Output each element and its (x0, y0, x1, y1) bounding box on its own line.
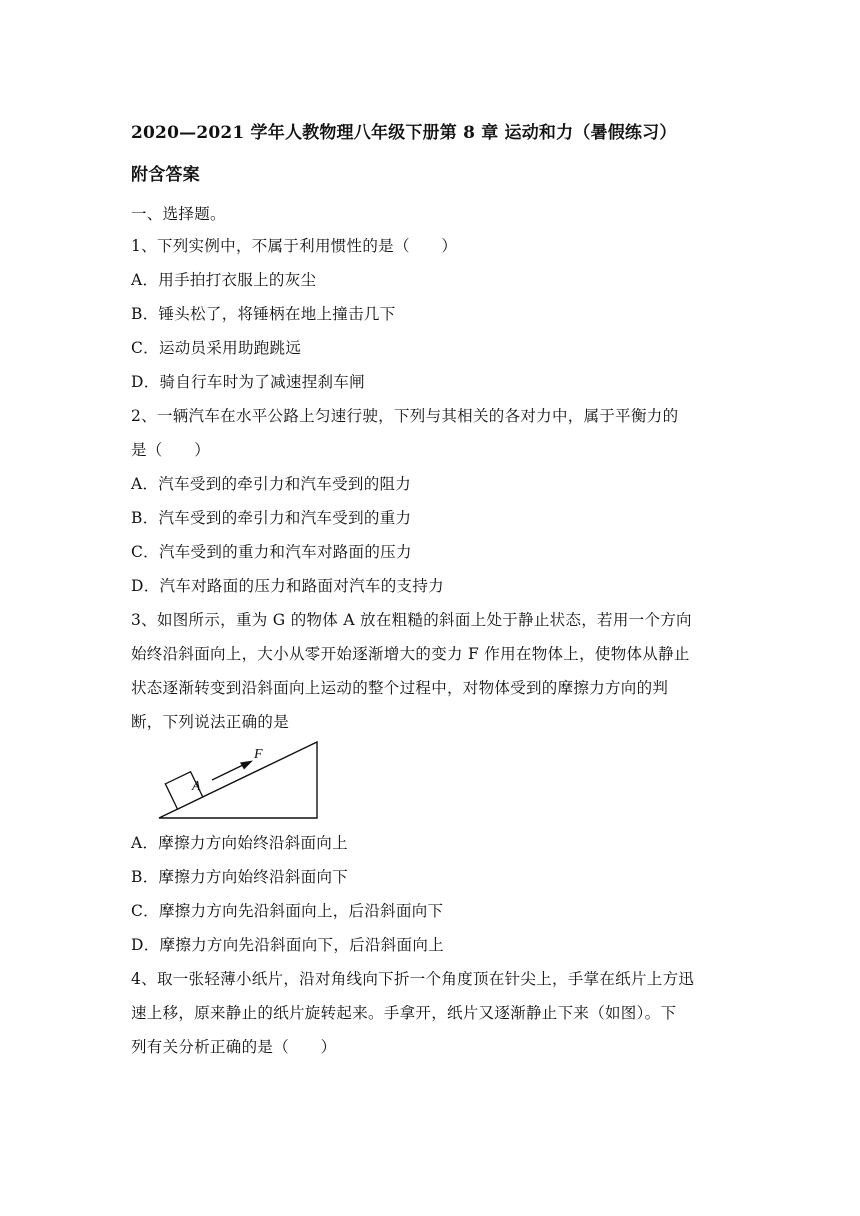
question-3-option-b: B．摩擦力方向始终沿斜面向下 (131, 868, 349, 886)
incline-diagram (155, 738, 325, 822)
force-arrow-head (240, 761, 253, 770)
question-2-option-c: C．汽车受到的重力和汽车对路面的压力 (131, 543, 412, 561)
question-2-option-d: D．汽车对路面的压力和路面对汽车的支持力 (131, 577, 444, 595)
doc-subtitle: 附含答案 (131, 165, 200, 185)
question-1-option-a: A．用手拍打衣服上的灰尘 (131, 271, 317, 289)
question-2-option-a: A．汽车受到的牵引力和汽车受到的阻力 (131, 475, 412, 493)
question-4-stem-line-1: 4、取一张轻薄小纸片，沿对角线向下折一个角度顶在针尖上，手掌在纸片上方迅 (131, 970, 695, 988)
section-heading: 一、选择题。 (131, 205, 226, 223)
force-label: F (254, 747, 263, 762)
question-1-option-c: C．运动员采用助跑跳远 (131, 339, 302, 357)
question-3-option-d: D．摩擦力方向先沿斜面向下，后沿斜面向上 (131, 936, 444, 954)
question-3-stem-line-1: 3、如图所示，重为 G 的物体 A 放在粗糙的斜面上处于静止状态，若用一个方向 (131, 611, 692, 629)
block-label: A (192, 779, 201, 794)
question-4-stem-line-2: 速上移，原来静止的纸片旋转起来。手拿开，纸片又逐渐静止下来（如图）。下 (131, 1004, 677, 1022)
question-3-stem-line-3: 状态逐渐转变到沿斜面向上运动的整个过程中，对物体受到的摩擦力方向的判 (131, 679, 669, 697)
question-1-option-b: B．锤头松了，将锤柄在地上撞击几下 (131, 305, 396, 323)
question-3-stem-line-2: 始终沿斜面向上，大小从零开始逐渐增大的变力 F 作用在物体上，使物体从静止 (131, 645, 690, 663)
question-2-stem-line-2: 是（ ） (131, 441, 211, 459)
question-3-stem-line-4: 断，下列说法正确的是 (131, 713, 290, 731)
question-2-option-b: B．汽车受到的牵引力和汽车受到的重力 (131, 509, 412, 527)
question-2-stem-line-1: 2、一辆汽车在水平公路上匀速行驶，下列与其相关的各对力中，属于平衡力的 (131, 407, 679, 425)
question-4-stem-line-3: 列有关分析正确的是（ ） (131, 1038, 337, 1056)
question-3-option-c: C．摩擦力方向先沿斜面向上，后沿斜面向下 (131, 902, 444, 920)
force-arrow-shaft (212, 765, 243, 780)
question-1-stem: 1、下列实例中，不属于利用惯性的是（ ） (131, 237, 458, 255)
question-1-option-d: D．骑自行车时为了减速捏刹车闸 (131, 373, 365, 391)
question-3-option-a: A．摩擦力方向始终沿斜面向上 (131, 834, 348, 852)
doc-title: 2020—2021 学年人教物理八年级下册第 8 章 运动和力（暑假练习） (131, 123, 677, 143)
